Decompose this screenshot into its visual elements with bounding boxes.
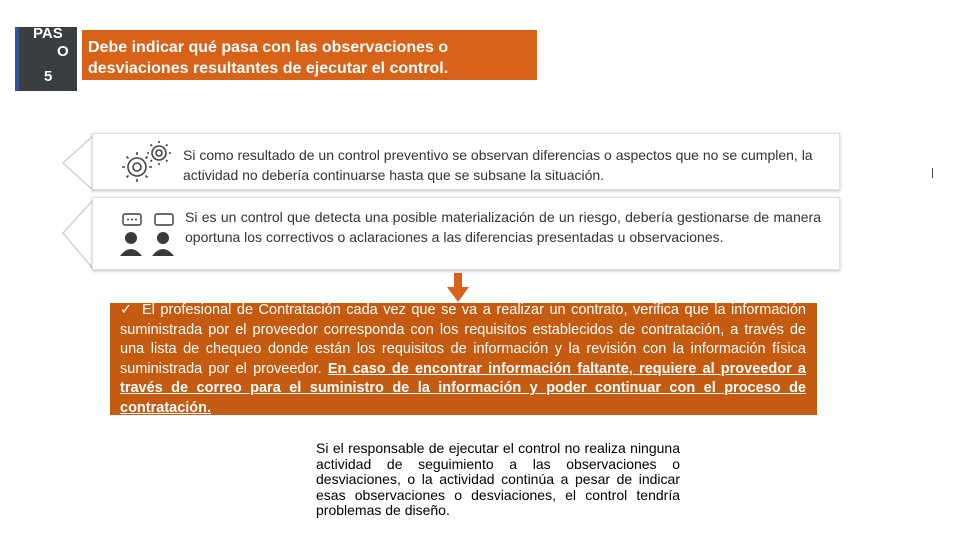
example-text-underlined: En caso de encontrar información faltante, requiere al proveedor a través de correo para el suministro de la información y poder continuar con el proceso de contratación.: [120, 360, 806, 415]
step-badge-line2: O: [57, 43, 69, 60]
step-badge-number: 5: [44, 68, 53, 85]
stray-mark: [930, 168, 933, 178]
card-detective-text: Si es un control que detecta una posible materialización de un riesgo, debería gestionarse de manera oportuna los correctivos o aclaraciones a las diferencias presentadas u observaciones.: [185, 209, 821, 245]
step-badge: [15, 27, 77, 91]
example-text-main: El profesional de Contratación cada vez que se va a realizar un contrato, verifica que la información suministrada por el proveedor corresponda con los requisitos establecidos de contratación, a través de una lista de chequeo donde están los requisitos de información y la revisión con la información física suministrada por el proveedor.: [120, 303, 806, 377]
card-preventive-text: Si como resultado de un control preventivo se observan diferencias o aspectos que no se cumplen, la actividad no debería continuarse hasta que se subsane la situación.: [183, 147, 813, 183]
header-line1: Debe indicar qué pasa con las observaciones o: [88, 39, 449, 56]
checkmark-icon: ✓: [120, 303, 133, 318]
info-card-detective: [92, 197, 840, 270]
arrow-down-icon: [447, 273, 469, 303]
step-badge-line1: PAS: [33, 25, 63, 42]
conclusion-text: Si el responsable de ejecutar el control no realiza ninguna actividad de seguimiento a las observaciones o desviaciones, o la actividad continúa a pesar de indicar esas observaciones o desviaciones, el control tendría problemas de diseño.: [316, 440, 680, 518]
header-banner: [82, 30, 537, 80]
conversation-icon: [117, 212, 177, 258]
header-line2: desviaciones resultantes de ejecutar el control.: [88, 60, 449, 77]
gears-icon: [119, 140, 173, 186]
example-text: [120, 303, 806, 415]
info-card-preventive: [92, 133, 840, 190]
example-box: [110, 303, 817, 415]
